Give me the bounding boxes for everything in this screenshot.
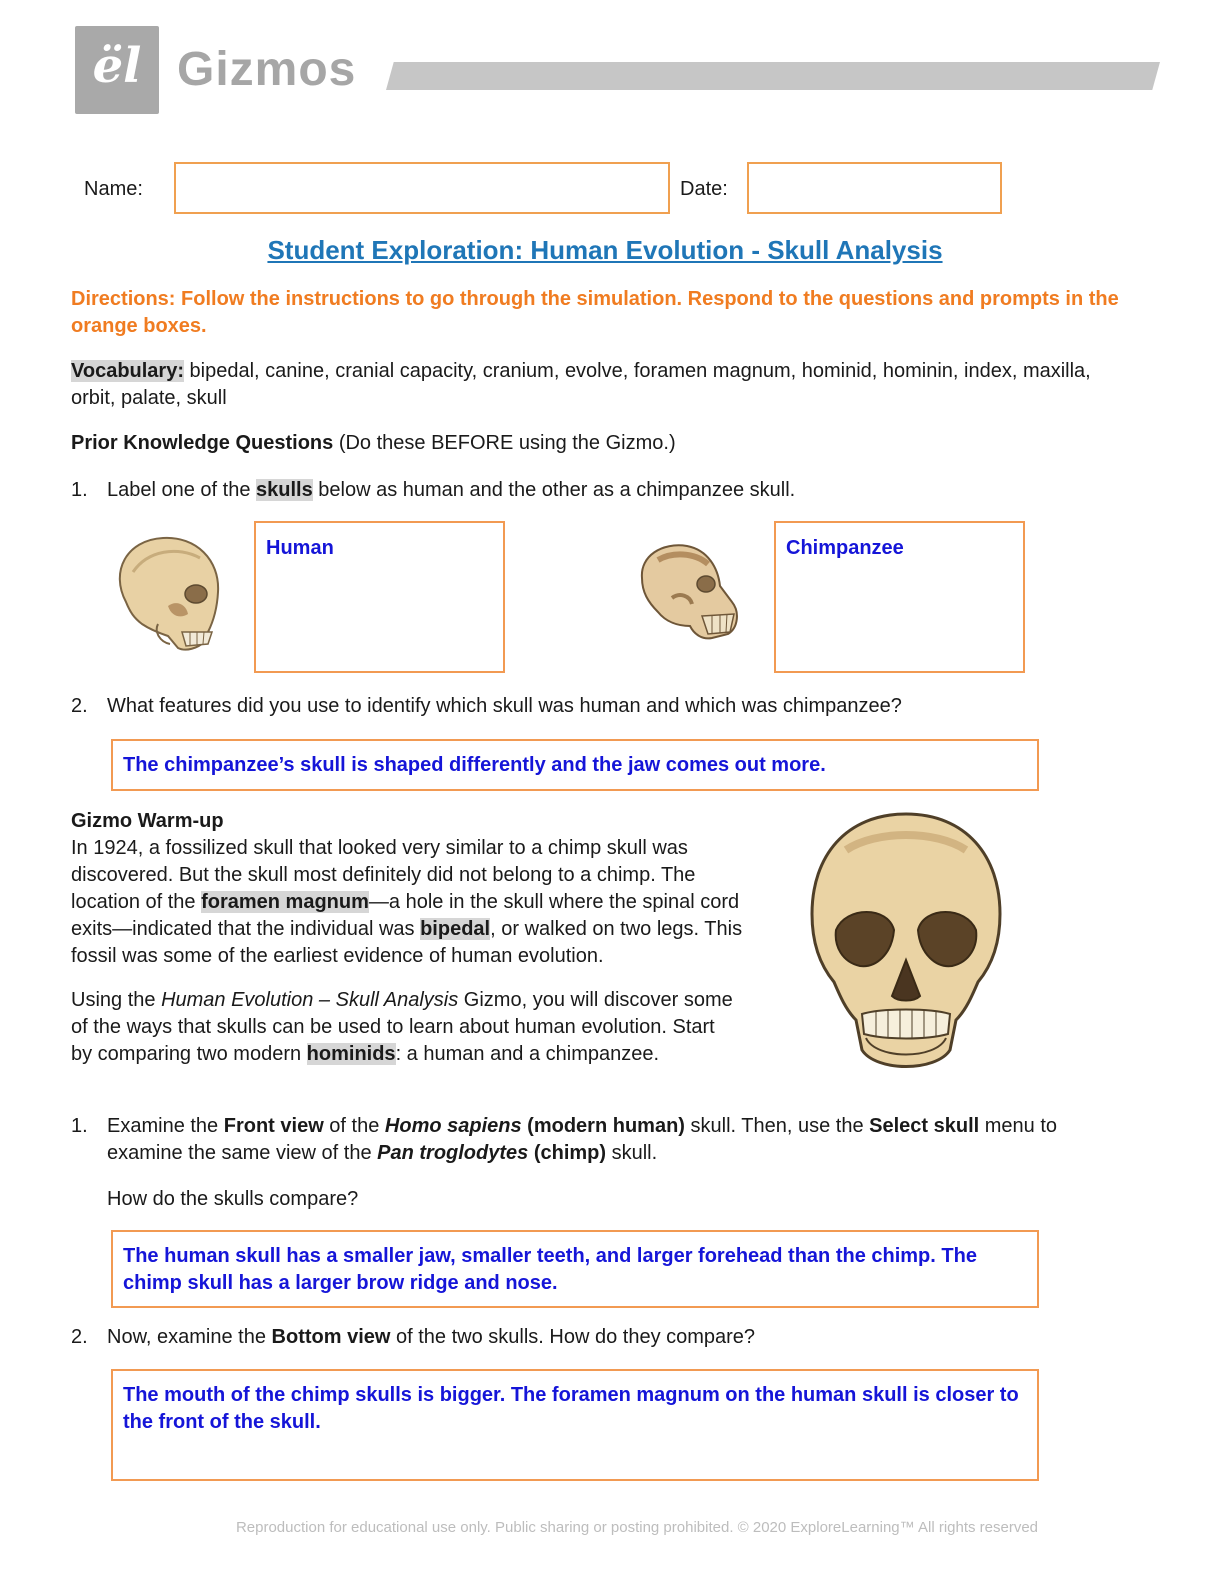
warmup-p1-b: —a hole in the skull where the spinal cord exits—indicated that the individual was [71, 891, 740, 940]
warmup-p1-a: In 1924, a fossilized skull that looked very similar to a chimp skull was discovered. But the skull most definitely did not belong to a chimp. The location of the [71, 837, 696, 913]
human-skull-image [108, 532, 228, 657]
warmup-paragraph-1 [71, 835, 756, 970]
vocabulary-terms: bipedal, canine, cranial capacity, cranium, evolve, foramen magnum, hominid, hominin, index, maxilla, orbit, palate, skull [71, 360, 1091, 409]
q1-t3: skull. Then, use the [684, 1115, 870, 1137]
q1-t5: skull. [606, 1142, 658, 1164]
pk-q1-number: 1. [71, 479, 88, 501]
pk-q1-text [107, 477, 1107, 504]
pk-q2-answer: The chimpanzee’s skull is shaped differently and the jaw comes out more. [123, 754, 826, 776]
date-label: Date: [680, 178, 728, 200]
pk-q2-number: 2. [71, 695, 88, 717]
name-label: Name: [84, 178, 143, 200]
q1-pan-troglodytes: Pan troglodytes [377, 1142, 529, 1164]
q1-number: 1. [71, 1115, 88, 1137]
pk-q2-text: What features did you use to identify which skull was human and which was chimpanzee? [107, 695, 902, 717]
pk-q1-pre: Label one of the [107, 479, 257, 501]
prior-knowledge-heading [71, 430, 676, 457]
q2-bottom-view: Bottom view [271, 1326, 391, 1348]
q2-answer: The mouth of the chimp skulls is bigger. The foramen magnum on the human skull is closer to the front of the skull. [123, 1384, 1019, 1433]
q2-text [107, 1324, 1107, 1351]
chimp-answer-box[interactable] [774, 521, 1025, 673]
pk-q1-post: below as human and the other as a chimpanzee skull. [312, 479, 796, 501]
q1-prompt: How do the skulls compare? [107, 1188, 359, 1210]
warmup-heading: Gizmo Warm-up [71, 810, 224, 832]
warmup-paragraph-2 [71, 987, 739, 1068]
q1-homo-sapiens: Homo sapiens [384, 1115, 522, 1137]
warmup-p2-b: Gizmo, you will discover some of the ways that skulls can be used to learn about human evolution. Start by comparing two modern [71, 989, 733, 1065]
header-bar [386, 62, 1160, 90]
chimp-answer: Chimpanzee [786, 537, 904, 559]
name-field[interactable] [174, 162, 670, 214]
vocabulary [71, 358, 1131, 412]
q1-t4: menu to examine the same view of the [107, 1115, 1058, 1164]
q1-chimp: (chimp) [528, 1142, 607, 1164]
prior-knowledge-title: Prior Knowledge Questions [71, 432, 334, 454]
directions: Directions: Follow the instructions to go through the simulation. Respond to the questions and prompts in the orange boxes. [71, 288, 1119, 337]
warmup-p2-a: Using the [71, 989, 162, 1011]
q1-answer: The human skull has a smaller jaw, smaller teeth, and larger forehead than the chimp. The chimp skull has a larger brow ridge and nose. [123, 1245, 977, 1294]
q1-t1: Examine the [107, 1115, 224, 1137]
pk-q1-term: skulls [256, 479, 313, 501]
prior-knowledge-note: (Do these BEFORE using the Gizmo.) [333, 432, 676, 454]
chimp-skull-image [632, 538, 744, 648]
human-skull-front-image [806, 810, 1006, 1082]
q2-t1: Now, examine the [107, 1326, 272, 1348]
q1-answer-box[interactable] [111, 1230, 1039, 1308]
gizmos-logo-icon: ël [92, 38, 142, 94]
q1-front-view: Front view [223, 1115, 324, 1137]
footer-copyright: Reproduction for educational use only. Public sharing or posting prohibited. © 2020 ExploreLearning™ All rights reserved [235, 1519, 1039, 1536]
human-answer-box[interactable] [254, 521, 505, 673]
q1-select-skull: Select skull [869, 1115, 980, 1137]
gizmo-name: Human Evolution – Skull Analysis [161, 989, 459, 1011]
page-title: Student Exploration: Human Evolution - Skull Analysis [267, 235, 943, 265]
q1-modern-human: (modern human) [521, 1115, 685, 1137]
term-hominids: hominids [306, 1043, 396, 1065]
vocabulary-label: Vocabulary: [71, 360, 184, 382]
warmup-p1-c: , or walked on two legs. This fossil was some of the earliest evidence of human evolution. [71, 918, 743, 967]
date-field[interactable] [747, 162, 1002, 214]
q1-text [107, 1113, 1137, 1167]
q2-number: 2. [71, 1326, 88, 1348]
human-answer: Human [266, 537, 334, 559]
pk-q2-answer-box[interactable] [111, 739, 1039, 791]
warmup-p2-c: : a human and a chimpanzee. [395, 1043, 660, 1065]
term-bipedal: bipedal [420, 918, 491, 940]
q1-t2: of the [323, 1115, 385, 1137]
brand-name: Gizmos [177, 43, 357, 96]
q2-t2: of the two skulls. How do they compare? [390, 1326, 756, 1348]
q2-answer-box[interactable] [111, 1369, 1039, 1481]
term-foramen-magnum: foramen magnum [201, 891, 369, 913]
